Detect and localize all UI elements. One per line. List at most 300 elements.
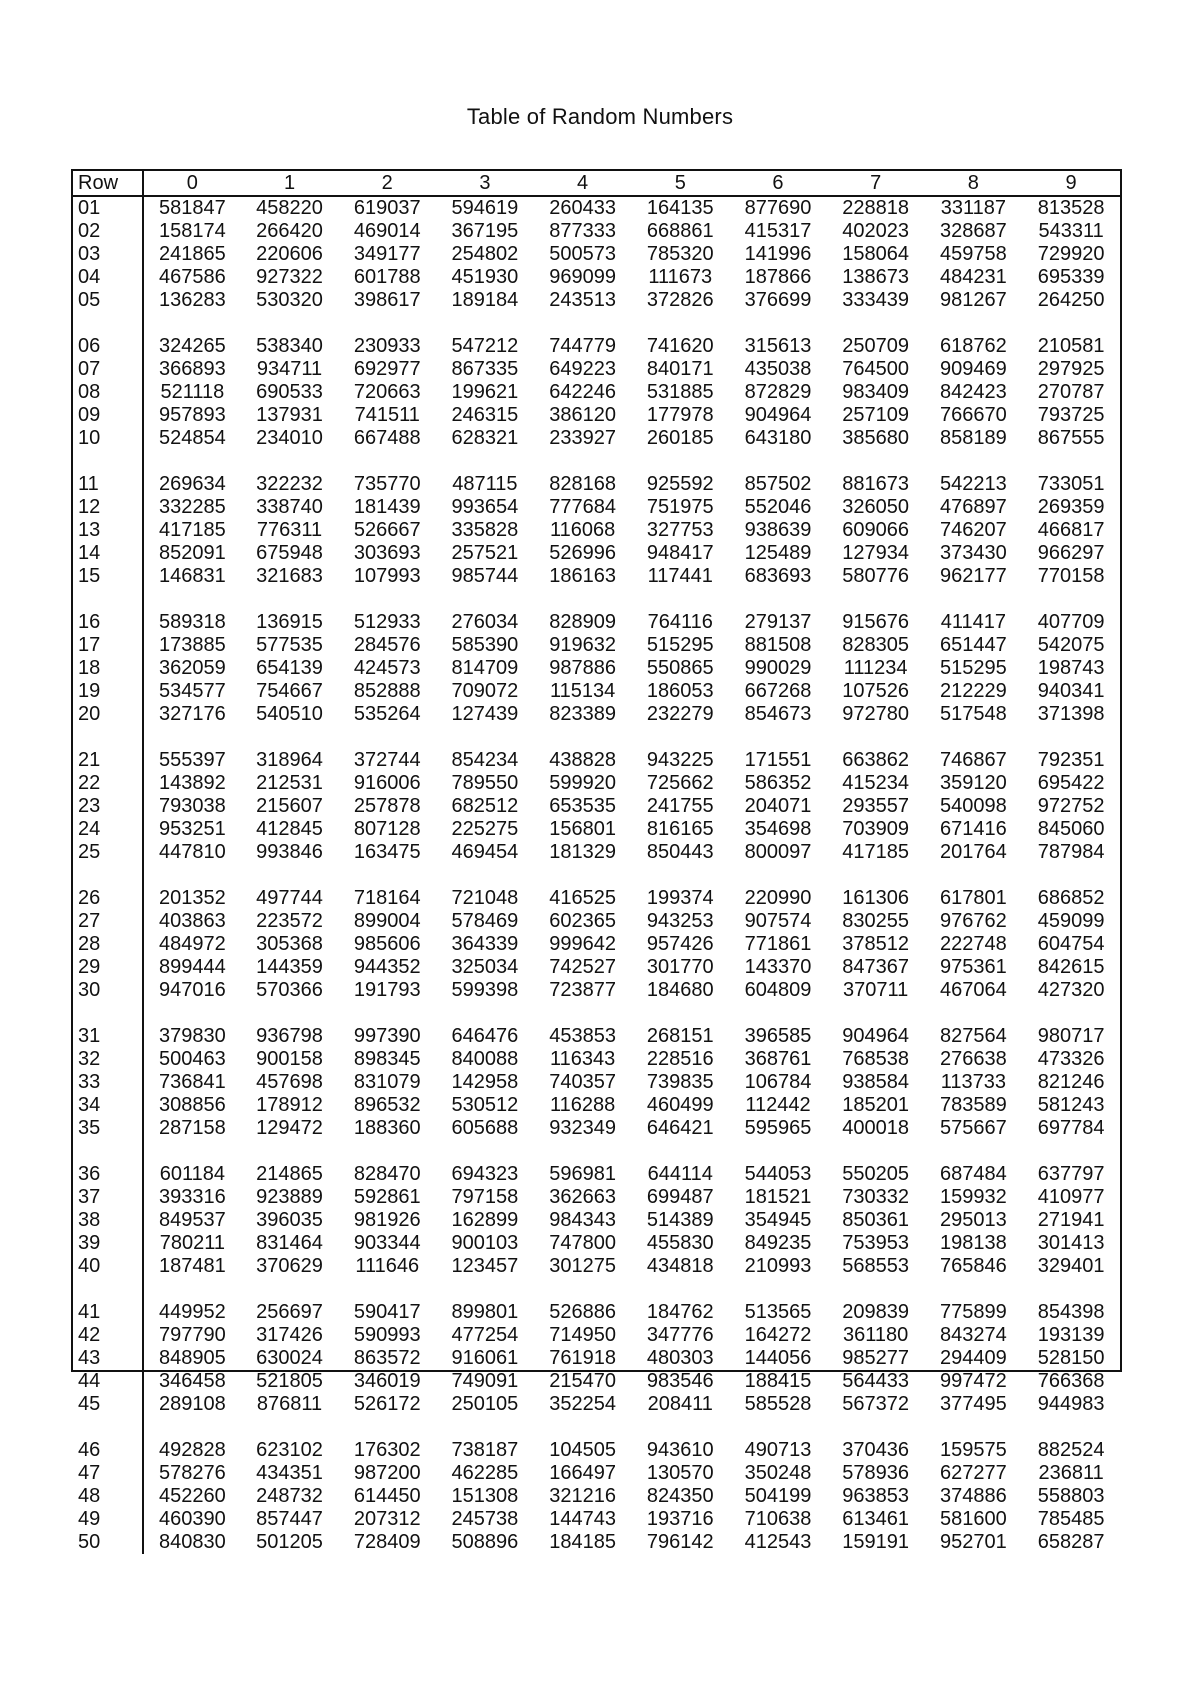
random-number-cell: 602365 bbox=[549, 910, 616, 932]
table-row bbox=[73, 196, 1120, 220]
random-number-cell: 985277 bbox=[842, 1347, 910, 1369]
random-number-cell: 173885 bbox=[158, 634, 226, 656]
table-row bbox=[73, 1117, 1120, 1140]
random-number-cell: 500463 bbox=[158, 1048, 226, 1070]
random-number-cell: 515295 bbox=[939, 657, 1007, 679]
random-number-cell: 592861 bbox=[353, 1186, 421, 1208]
random-number-cell: 585390 bbox=[451, 634, 519, 656]
row-number: 43 bbox=[73, 1347, 143, 1370]
random-number-cell: 166497 bbox=[549, 1462, 616, 1484]
random-number-cell: 214865 bbox=[256, 1163, 323, 1185]
row-number: 48 bbox=[73, 1485, 143, 1508]
random-number-cell: 604809 bbox=[744, 979, 812, 1001]
random-number-cell: 944983 bbox=[1037, 1393, 1105, 1415]
random-number-cell: 667268 bbox=[744, 680, 812, 702]
row-number: 20 bbox=[73, 703, 143, 726]
random-number-cell: 877333 bbox=[549, 220, 616, 242]
random-number-cell: 142958 bbox=[451, 1071, 519, 1093]
random-number-cell: 709072 bbox=[451, 680, 519, 702]
table-row bbox=[73, 1232, 1120, 1255]
random-number-cell: 327176 bbox=[158, 703, 226, 725]
random-number-cell: 686852 bbox=[1037, 887, 1105, 909]
random-number-cell: 741511 bbox=[354, 404, 420, 426]
random-number-cell: 260433 bbox=[549, 197, 616, 219]
row-number: 08 bbox=[73, 381, 143, 404]
random-number-cell: 396035 bbox=[256, 1209, 323, 1231]
table-row bbox=[73, 864, 1120, 910]
random-number-cell: 141996 bbox=[744, 243, 812, 265]
random-number-cell: 550865 bbox=[646, 657, 714, 679]
random-number-cell: 403863 bbox=[158, 910, 226, 932]
random-number-cell: 416525 bbox=[549, 887, 616, 909]
random-number-cell: 335828 bbox=[451, 519, 519, 541]
random-number-cell: 407709 bbox=[1037, 611, 1105, 633]
random-number-cell: 828470 bbox=[353, 1163, 421, 1185]
random-number-cell: 729920 bbox=[1037, 243, 1105, 265]
random-number-cell: 303693 bbox=[353, 542, 421, 564]
random-number-cell: 777684 bbox=[549, 496, 616, 518]
random-number-cell: 857447 bbox=[256, 1508, 323, 1530]
random-number-cell: 796142 bbox=[646, 1531, 714, 1553]
random-number-cell: 909469 bbox=[939, 358, 1007, 380]
table-row bbox=[73, 1255, 1120, 1278]
column-header-9: 9 bbox=[1022, 171, 1120, 196]
random-number-cell: 646476 bbox=[451, 1025, 519, 1047]
random-number-cell: 164272 bbox=[744, 1324, 812, 1346]
random-number-cell: 144056 bbox=[744, 1347, 812, 1369]
row-number: 15 bbox=[73, 565, 143, 588]
random-number-cell: 257878 bbox=[353, 795, 421, 817]
random-number-cell: 840830 bbox=[158, 1531, 226, 1553]
random-number-cell: 484972 bbox=[158, 933, 226, 955]
row-number: 32 bbox=[73, 1048, 143, 1071]
random-number-cell: 604754 bbox=[1037, 933, 1105, 955]
random-number-cell: 594619 bbox=[451, 197, 519, 219]
random-number-cell: 123457 bbox=[451, 1255, 519, 1277]
table-row bbox=[73, 933, 1120, 956]
row-number: 31 bbox=[73, 1002, 143, 1048]
random-number-cell: 741620 bbox=[646, 335, 714, 357]
random-number-cell: 564433 bbox=[842, 1370, 910, 1392]
random-number-cell: 695422 bbox=[1037, 772, 1105, 794]
random-number-cell: 415234 bbox=[842, 772, 910, 794]
row-number: 04 bbox=[73, 266, 143, 289]
random-number-cell: 236811 bbox=[1038, 1462, 1104, 1484]
random-number-cell: 111673 bbox=[648, 266, 713, 288]
random-number-cell: 163475 bbox=[353, 841, 421, 863]
random-number-cell: 792351 bbox=[1037, 749, 1105, 771]
table-row bbox=[73, 795, 1120, 818]
random-number-cell: 703909 bbox=[842, 818, 910, 840]
random-number-cell: 366893 bbox=[158, 358, 226, 380]
row-number: 29 bbox=[73, 956, 143, 979]
random-number-cell: 181521 bbox=[744, 1186, 812, 1208]
random-number-cell: 623102 bbox=[256, 1439, 323, 1461]
random-number-cell: 210581 bbox=[1037, 335, 1105, 357]
table-row bbox=[73, 1278, 1120, 1324]
random-number-cell: 857502 bbox=[744, 473, 812, 495]
random-number-cell: 617801 bbox=[939, 887, 1007, 909]
random-number-cell: 201352 bbox=[158, 887, 226, 909]
random-number-cell: 107526 bbox=[842, 680, 910, 702]
random-number-cell: 346019 bbox=[353, 1370, 421, 1392]
row-number: 11 bbox=[73, 450, 143, 496]
random-number-cell: 326050 bbox=[842, 496, 910, 518]
random-number-cell: 143892 bbox=[158, 772, 226, 794]
random-number-cell: 981926 bbox=[353, 1209, 421, 1231]
random-number-cell: 462285 bbox=[451, 1462, 519, 1484]
random-number-cell: 233927 bbox=[549, 427, 616, 449]
random-number-cell: 578469 bbox=[451, 910, 519, 932]
random-number-cell: 209839 bbox=[842, 1301, 910, 1323]
random-number-cell: 460499 bbox=[646, 1094, 714, 1116]
random-number-cell: 125489 bbox=[744, 542, 812, 564]
random-number-cell: 599920 bbox=[549, 772, 616, 794]
random-number-cell: 327753 bbox=[646, 519, 714, 541]
random-number-cell: 370629 bbox=[256, 1255, 323, 1277]
random-number-cell: 199374 bbox=[646, 887, 714, 909]
random-number-cell: 962177 bbox=[939, 565, 1007, 587]
random-number-cell: 144359 bbox=[256, 956, 323, 978]
random-number-cell: 754667 bbox=[256, 680, 323, 702]
random-number-cell: 269634 bbox=[158, 473, 226, 495]
random-number-cell: 668861 bbox=[646, 220, 714, 242]
random-number-cell: 181439 bbox=[353, 496, 421, 518]
random-number-cell: 766670 bbox=[939, 404, 1007, 426]
random-number-cell: 184762 bbox=[646, 1301, 714, 1323]
random-number-cell: 362663 bbox=[549, 1186, 616, 1208]
table-row bbox=[73, 312, 1120, 358]
row-number: 40 bbox=[73, 1255, 143, 1278]
random-number-cell: 143370 bbox=[744, 956, 812, 978]
random-number-cell: 925592 bbox=[646, 473, 714, 495]
row-number: 07 bbox=[73, 358, 143, 381]
row-number: 17 bbox=[73, 634, 143, 657]
random-number-cell: 362059 bbox=[158, 657, 226, 679]
random-number-cell: 904964 bbox=[744, 404, 812, 426]
random-number-cell: 158174 bbox=[158, 220, 226, 242]
random-number-cell: 848905 bbox=[158, 1347, 226, 1369]
random-number-cell: 534577 bbox=[158, 680, 226, 702]
random-number-cell: 279137 bbox=[744, 611, 812, 633]
random-number-cell: 907574 bbox=[744, 910, 812, 932]
random-number-cell: 984343 bbox=[549, 1209, 616, 1231]
random-number-cell: 513565 bbox=[744, 1301, 812, 1323]
random-number-cell: 943225 bbox=[646, 749, 714, 771]
random-number-cell: 831464 bbox=[256, 1232, 323, 1254]
random-number-cell: 276034 bbox=[451, 611, 519, 633]
random-number-cell: 938584 bbox=[842, 1071, 910, 1093]
random-number-cell: 768538 bbox=[842, 1048, 910, 1070]
random-number-cell: 643180 bbox=[744, 427, 812, 449]
random-number-cell: 185201 bbox=[842, 1094, 910, 1116]
random-number-cell: 721048 bbox=[451, 887, 519, 909]
row-number: 25 bbox=[73, 841, 143, 864]
random-number-cell: 637797 bbox=[1037, 1163, 1105, 1185]
random-number-cell: 322232 bbox=[256, 473, 323, 495]
table-row bbox=[73, 703, 1120, 726]
random-number-cell: 177978 bbox=[646, 404, 714, 426]
row-number: 36 bbox=[73, 1140, 143, 1186]
random-number-cell: 976762 bbox=[939, 910, 1007, 932]
random-number-cell: 630024 bbox=[256, 1347, 323, 1369]
random-number-cell: 411417 bbox=[940, 611, 1006, 633]
random-number-cell: 276638 bbox=[939, 1048, 1007, 1070]
random-number-cell: 241755 bbox=[646, 795, 714, 817]
random-number-cell: 373430 bbox=[939, 542, 1007, 564]
header-row bbox=[73, 171, 1120, 196]
random-number-cell: 248732 bbox=[256, 1485, 323, 1507]
random-number-cell: 210993 bbox=[744, 1255, 812, 1277]
random-number-cell: 469014 bbox=[353, 220, 421, 242]
random-number-cell: 530320 bbox=[256, 289, 323, 311]
random-number-cell: 780211 bbox=[159, 1232, 225, 1254]
table-row bbox=[73, 289, 1120, 312]
random-number-cell: 761918 bbox=[549, 1347, 616, 1369]
random-number-cell: 654139 bbox=[256, 657, 323, 679]
random-number-cell: 793038 bbox=[158, 795, 226, 817]
random-number-cell: 840171 bbox=[646, 358, 714, 380]
random-number-cell: 580776 bbox=[842, 565, 910, 587]
random-number-cell: 260185 bbox=[646, 427, 714, 449]
random-number-cell: 223572 bbox=[256, 910, 323, 932]
random-number-cell: 881508 bbox=[744, 634, 812, 656]
random-number-cell: 159191 bbox=[842, 1531, 910, 1553]
random-number-cell: 943610 bbox=[646, 1439, 714, 1461]
random-number-cell: 234010 bbox=[256, 427, 323, 449]
random-number-cell: 116288 bbox=[549, 1094, 616, 1116]
table-row bbox=[73, 1094, 1120, 1117]
random-number-cell: 232279 bbox=[646, 703, 714, 725]
random-number-cell: 845060 bbox=[1037, 818, 1105, 840]
table-row bbox=[73, 588, 1120, 634]
random-number-cell: 417185 bbox=[158, 519, 226, 541]
random-number-cell: 985744 bbox=[451, 565, 519, 587]
random-number-cell: 398617 bbox=[353, 289, 421, 311]
random-number-cell: 158064 bbox=[842, 243, 910, 265]
random-number-cell: 596981 bbox=[549, 1163, 616, 1185]
random-number-cell: 904964 bbox=[842, 1025, 910, 1047]
table-row bbox=[73, 680, 1120, 703]
random-number-cell: 550205 bbox=[842, 1163, 910, 1185]
random-number-cell: 981267 bbox=[939, 289, 1007, 311]
random-number-cell: 736841 bbox=[158, 1071, 226, 1093]
random-number-cell: 776311 bbox=[256, 519, 323, 541]
random-number-cell: 575667 bbox=[939, 1117, 1007, 1139]
random-number-cell: 111234 bbox=[843, 657, 908, 679]
random-number-cell: 400018 bbox=[842, 1117, 910, 1139]
random-number-cell: 178912 bbox=[256, 1094, 323, 1116]
random-number-cell: 915676 bbox=[842, 611, 910, 633]
random-number-cell: 739835 bbox=[646, 1071, 714, 1093]
random-number-cell: 827564 bbox=[939, 1025, 1007, 1047]
table-row bbox=[73, 1393, 1120, 1416]
random-number-cell: 504199 bbox=[744, 1485, 812, 1507]
random-number-cell: 176302 bbox=[353, 1439, 421, 1461]
row-number: 46 bbox=[73, 1416, 143, 1462]
random-number-cell: 628321 bbox=[451, 427, 519, 449]
row-number: 05 bbox=[73, 289, 143, 312]
table-body bbox=[73, 196, 1120, 1554]
random-number-cell: 642246 bbox=[549, 381, 616, 403]
row-number: 33 bbox=[73, 1071, 143, 1094]
random-number-cell: 581243 bbox=[1037, 1094, 1105, 1116]
random-number-cell: 900158 bbox=[256, 1048, 323, 1070]
random-number-cell: 595965 bbox=[744, 1117, 812, 1139]
random-number-cell: 127439 bbox=[451, 703, 519, 725]
random-number-cell: 266420 bbox=[256, 220, 323, 242]
random-number-cell: 164135 bbox=[646, 197, 714, 219]
random-number-cell: 301413 bbox=[1037, 1232, 1105, 1254]
random-number-cell: 586352 bbox=[744, 772, 812, 794]
random-number-cell: 208411 bbox=[647, 1393, 713, 1415]
table-row bbox=[73, 1416, 1120, 1462]
random-number-cell: 364339 bbox=[451, 933, 519, 955]
random-number-cell: 987200 bbox=[353, 1462, 421, 1484]
random-number-cell: 458220 bbox=[256, 197, 323, 219]
random-number-cell: 542213 bbox=[939, 473, 1007, 495]
random-number-cell: 535264 bbox=[353, 703, 421, 725]
random-number-cell: 106784 bbox=[744, 1071, 812, 1093]
random-number-cell: 850361 bbox=[842, 1209, 910, 1231]
random-number-cell: 544053 bbox=[744, 1163, 812, 1185]
row-number: 45 bbox=[73, 1393, 143, 1416]
random-number-cell: 187481 bbox=[158, 1255, 226, 1277]
random-number-cell: 215470 bbox=[549, 1370, 616, 1392]
random-number-cell: 459758 bbox=[939, 243, 1007, 265]
random-number-cell: 137931 bbox=[256, 404, 323, 426]
random-number-cell: 543311 bbox=[1038, 220, 1104, 242]
random-number-cell: 898345 bbox=[353, 1048, 421, 1070]
random-number-cell: 789550 bbox=[451, 772, 519, 794]
random-number-cell: 447810 bbox=[158, 841, 226, 863]
random-number-cell: 372744 bbox=[353, 749, 421, 771]
random-number-cell: 393316 bbox=[158, 1186, 226, 1208]
random-number-cell: 771861 bbox=[744, 933, 812, 955]
random-number-cell: 377495 bbox=[939, 1393, 1007, 1415]
row-number: 09 bbox=[73, 404, 143, 427]
random-number-cell: 876811 bbox=[256, 1393, 323, 1415]
random-number-cell: 770158 bbox=[1037, 565, 1105, 587]
random-number-cell: 161306 bbox=[842, 887, 910, 909]
table-row bbox=[73, 266, 1120, 289]
random-number-cell: 746207 bbox=[939, 519, 1007, 541]
random-number-cell: 427320 bbox=[1037, 979, 1105, 1001]
random-number-cell: 476897 bbox=[939, 496, 1007, 518]
random-number-cell: 457698 bbox=[256, 1071, 323, 1093]
random-number-cell: 728409 bbox=[353, 1531, 421, 1553]
random-number-cell: 321683 bbox=[256, 565, 323, 587]
random-number-cell: 555397 bbox=[158, 749, 226, 771]
column-header-1: 1 bbox=[241, 171, 339, 196]
random-number-cell: 359120 bbox=[939, 772, 1007, 794]
random-number-cell: 156801 bbox=[549, 818, 616, 840]
random-number-cell: 484231 bbox=[939, 266, 1007, 288]
random-number-cell: 764500 bbox=[842, 358, 910, 380]
random-number-cell: 943253 bbox=[646, 910, 714, 932]
random-number-cell: 112442 bbox=[745, 1094, 811, 1116]
random-number-cell: 843274 bbox=[939, 1324, 1007, 1346]
table-row bbox=[73, 1347, 1120, 1370]
random-number-cell: 115134 bbox=[549, 680, 616, 702]
row-number: 23 bbox=[73, 795, 143, 818]
random-number-cell: 601184 bbox=[159, 1163, 225, 1185]
random-number-cell: 228516 bbox=[646, 1048, 714, 1070]
random-number-cell: 315613 bbox=[744, 335, 812, 357]
random-number-cell: 352254 bbox=[549, 1393, 616, 1415]
random-number-cell: 753953 bbox=[842, 1232, 910, 1254]
random-number-cell: 301275 bbox=[549, 1255, 616, 1277]
random-number-cell: 113733 bbox=[940, 1071, 1006, 1093]
column-header-3: 3 bbox=[436, 171, 534, 196]
random-number-cell: 824350 bbox=[646, 1485, 714, 1507]
random-number-cell: 990029 bbox=[744, 657, 812, 679]
random-number-cell: 785485 bbox=[1037, 1508, 1105, 1530]
random-number-cell: 521805 bbox=[256, 1370, 323, 1392]
random-number-cell: 872829 bbox=[744, 381, 812, 403]
row-column-header: Row bbox=[73, 171, 143, 196]
random-number-cell: 220990 bbox=[744, 887, 812, 909]
table-row bbox=[73, 772, 1120, 795]
random-number-cell: 301770 bbox=[646, 956, 714, 978]
random-number-cell: 720663 bbox=[353, 381, 421, 403]
row-number: 14 bbox=[73, 542, 143, 565]
row-number: 06 bbox=[73, 312, 143, 358]
random-number-cell: 257109 bbox=[842, 404, 910, 426]
random-number-cell: 467586 bbox=[158, 266, 226, 288]
random-number-cell: 467064 bbox=[939, 979, 1007, 1001]
random-number-cell: 250709 bbox=[842, 335, 910, 357]
random-number-cell: 601788 bbox=[353, 266, 421, 288]
row-number: 50 bbox=[73, 1531, 143, 1554]
random-number-cell: 181329 bbox=[549, 841, 616, 863]
random-number-cell: 528150 bbox=[1037, 1347, 1105, 1369]
random-number-cell: 329401 bbox=[1037, 1255, 1105, 1277]
random-number-cell: 850443 bbox=[646, 841, 714, 863]
random-number-cell: 487115 bbox=[452, 473, 518, 495]
random-number-cell: 972752 bbox=[1037, 795, 1105, 817]
random-number-cell: 877690 bbox=[744, 197, 812, 219]
random-number-cell: 730332 bbox=[842, 1186, 910, 1208]
random-number-cell: 477254 bbox=[451, 1324, 519, 1346]
random-number-cell: 368761 bbox=[744, 1048, 812, 1070]
random-number-cell: 159932 bbox=[939, 1186, 1007, 1208]
random-number-cell: 212229 bbox=[939, 680, 1007, 702]
random-number-cell: 675948 bbox=[256, 542, 323, 564]
random-number-cell: 765846 bbox=[939, 1255, 1007, 1277]
random-number-cell: 146831 bbox=[158, 565, 226, 587]
random-number-cell: 297925 bbox=[1037, 358, 1105, 380]
random-number-cell: 526667 bbox=[353, 519, 421, 541]
random-number-cell: 187866 bbox=[744, 266, 812, 288]
random-number-cell: 466817 bbox=[1037, 519, 1105, 541]
random-number-cell: 130570 bbox=[646, 1462, 714, 1484]
random-number-cell: 295013 bbox=[939, 1209, 1007, 1231]
random-number-cell: 449952 bbox=[158, 1301, 226, 1323]
random-number-cell: 699487 bbox=[646, 1186, 714, 1208]
random-number-cell: 671416 bbox=[939, 818, 1007, 840]
random-number-cell: 111646 bbox=[355, 1255, 420, 1277]
random-number-cell: 840088 bbox=[451, 1048, 519, 1070]
random-number-cell: 653535 bbox=[549, 795, 616, 817]
random-number-cell: 927322 bbox=[256, 266, 323, 288]
random-number-cell: 318964 bbox=[256, 749, 323, 771]
random-number-cell: 517548 bbox=[939, 703, 1007, 725]
table-row bbox=[73, 565, 1120, 588]
random-number-cell: 434351 bbox=[256, 1462, 323, 1484]
random-number-cell: 452260 bbox=[158, 1485, 226, 1507]
random-number-cell: 220606 bbox=[256, 243, 323, 265]
